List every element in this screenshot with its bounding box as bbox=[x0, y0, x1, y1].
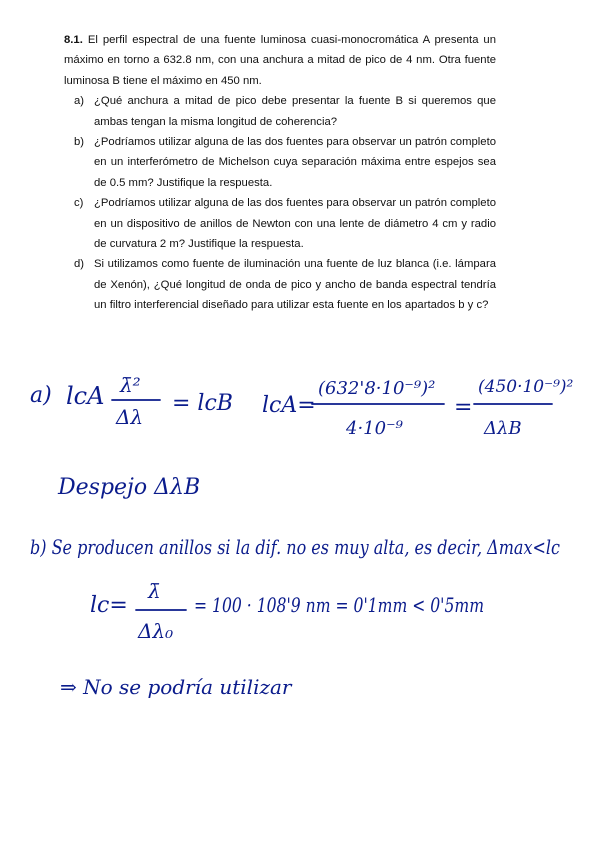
problem-body: El perfil espectral de una fuente luminosa cuasi-monocromática A presenta un máximo en torno a 632.8 nm, con una anchura a mitad de pico de 4 nm. Otra fuente luminosa B tiene el máximo en 450 nm. bbox=[64, 34, 496, 87]
hw-lc-num: λ̄ bbox=[148, 579, 161, 603]
hw-lca-num: (632'8·10⁻⁹)² bbox=[318, 378, 436, 399]
question-text: ¿Podríamos utilizar alguna de las dos fuentes para observar un patrón completo en un dispositivo de anillos de Newton con una lente de diámetro 4 cm y radio de curvatura 2 m? Justifique la respuesta. bbox=[94, 197, 496, 251]
question-text: Si utilizamos como fuente de iluminación una fuente de luz blanca (i.e. lámpara de Xenón), ¿Qué longitud de onda de pico y ancho de banda espectral tendría un filtro interferencial diseñado para utilizar esta fuente en los apartados b y c? bbox=[94, 258, 496, 312]
hw-eq-lcb: = lcB bbox=[172, 391, 233, 416]
hw-lc-value: = 100 · 108'9 nm = 0'1mm < 0'5mm bbox=[194, 593, 484, 617]
question-label: b) bbox=[74, 136, 85, 149]
hw-b-line: b) Se producen anillos si la dif. no es muy alta, es decir, Δmax<lc bbox=[30, 535, 560, 559]
hw-lca-den: 4·10⁻⁹ bbox=[346, 418, 403, 439]
hw-lca-lhs: lcA= bbox=[262, 393, 316, 418]
hw-despejo: Despejo ΔλB bbox=[58, 475, 201, 500]
hw-equals: = bbox=[454, 395, 473, 420]
problem-number: 8.1. bbox=[64, 34, 83, 46]
question-text: ¿Qué anchura a mitad de pico debe presentar la fuente B si queremos que ambas tengan la misma longitud de coherencia? bbox=[94, 95, 496, 128]
hw-conclusion: ⇒ No se podría utilizar bbox=[60, 675, 292, 699]
hw-lambda-sq: λ̄² bbox=[120, 373, 141, 397]
hw-lcb-num: (450·10⁻⁹)² bbox=[478, 377, 574, 397]
question-label: a) bbox=[74, 95, 85, 108]
question-label: c) bbox=[74, 197, 84, 210]
hw-delta-lambda: Δλ bbox=[116, 405, 144, 429]
question-label: d) bbox=[74, 258, 85, 271]
hw-a-label: a) bbox=[30, 383, 52, 408]
hw-lcb-den: ΔλB bbox=[484, 418, 522, 439]
hw-lc-den: Δλ₀ bbox=[138, 619, 174, 643]
hw-lc-lhs: lc= bbox=[90, 593, 128, 618]
question-text: ¿Podríamos utilizar alguna de las dos fuentes para observar un patrón completo en un interferómetro de Michelson cuya separación máxima entre espejos sea de 0.5 mm? Justifique la respuesta. bbox=[94, 136, 496, 189]
hw-lca: lcA bbox=[66, 382, 105, 410]
